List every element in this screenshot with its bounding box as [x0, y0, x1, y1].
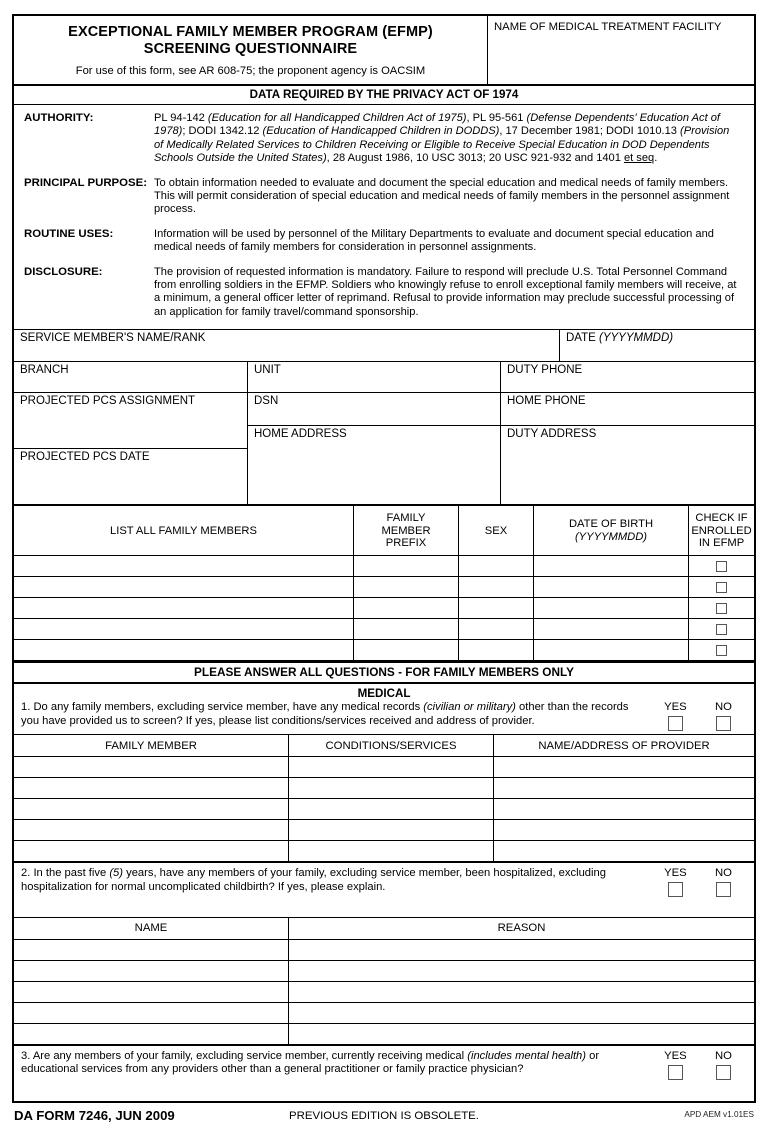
- privacy-text-routine-uses: Information will be used by personnel of the Military Departments to evaluate and document special education and medical needs of family members for consideration in personnel assignments.: [154, 227, 714, 254]
- q2-cell-name[interactable]: [14, 981, 289, 1002]
- question-2-yes-no-group: [650, 867, 754, 897]
- yes-label: YES: [664, 1049, 687, 1062]
- table-row[interactable]: [14, 960, 754, 981]
- form-footer: [12, 1108, 756, 1130]
- cell-family-member-prefix[interactable]: [354, 598, 459, 619]
- enrolled-checkbox[interactable]: [716, 603, 727, 614]
- no-label: NO: [714, 867, 732, 880]
- form-title-line2: SCREENING QUESTIONNAIRE: [143, 41, 358, 57]
- privacy-text-principal-purpose: To obtain information needed to evaluate and document the special education and medical needs of family members. This will permit consideration of special education and medical needs of family members in the personnel assignment process.: [154, 176, 730, 216]
- apd-version: APD AEM v1.01ES: [684, 1109, 754, 1119]
- date-label: DATE: [566, 332, 600, 345]
- cell-date-of-birth[interactable]: [534, 640, 689, 661]
- question-2-no[interactable]: [715, 867, 732, 897]
- q2-col-header-reason: REASON: [289, 918, 755, 940]
- duty-address-label: DUTY ADDRESS: [507, 428, 597, 441]
- duty-phone-field[interactable]: [501, 362, 754, 392]
- q1-col-header-conditions-services: CONDITIONS/SERVICES: [289, 735, 494, 757]
- q2-cell-name[interactable]: [14, 1023, 289, 1044]
- privacy-block-principal-purpose: [14, 177, 754, 217]
- dsn-field[interactable]: [248, 392, 500, 425]
- question-3-yes-no-group: [650, 1050, 754, 1080]
- enrolled-checkbox[interactable]: [716, 582, 727, 593]
- table-row[interactable]: [14, 778, 754, 799]
- q1-cell-provider[interactable]: [494, 778, 755, 799]
- table-row[interactable]: [14, 1023, 754, 1044]
- cell-sex[interactable]: [459, 556, 534, 577]
- q1-cell-family-member[interactable]: [14, 778, 289, 799]
- question-2-yes[interactable]: [664, 867, 687, 897]
- question-3-yes[interactable]: [664, 1050, 687, 1080]
- privacy-label-authority: AUTHORITY:: [24, 112, 94, 124]
- prefix-line1: FAMILY: [386, 512, 426, 525]
- table-row[interactable]: [14, 556, 754, 577]
- q1-col-header-family-member: FAMILY MEMBER: [14, 735, 289, 757]
- duty-address-field[interactable]: [501, 425, 754, 504]
- question-1-answer-table-wrap: [14, 734, 754, 862]
- q1-cell-conditions[interactable]: [289, 799, 494, 820]
- cell-enrolled-checkbox[interactable]: [689, 577, 755, 598]
- privacy-text-disclosure: The provision of requested information is mandatory. Failure to respond will preclude U.S. Total Personnel Command from enrolling soldiers in the EFMP. Soldiers who knowingly refuse to enroll exceptional family members will receive, at a minimum, a general officer letter of reprimand. Refusal to provide information may preclude successful processing of an application for family travel/command sponsorship.: [154, 265, 737, 318]
- home-phone-field[interactable]: [501, 392, 754, 425]
- q1-header-row: [14, 735, 754, 757]
- prefix-line2: MEMBER: [381, 524, 431, 537]
- privacy-label-disclosure: DISCLOSURE:: [24, 265, 103, 278]
- family-members-body: [14, 556, 754, 661]
- branch-label: BRANCH: [20, 364, 69, 377]
- q1-cell-family-member[interactable]: [14, 799, 289, 820]
- q1-cell-provider[interactable]: [494, 757, 755, 778]
- duty-phone-label: DUTY PHONE: [507, 364, 583, 377]
- q1-cell-provider[interactable]: [494, 799, 755, 820]
- privacy-block-authority: [14, 112, 754, 166]
- q2-cell-reason[interactable]: [289, 939, 755, 960]
- medical-facility-field[interactable]: [487, 16, 754, 84]
- cell-enrolled-checkbox[interactable]: [689, 619, 755, 640]
- pcs-date-label: PROJECTED PCS DATE: [20, 451, 150, 464]
- table-row[interactable]: [14, 799, 754, 820]
- table-row[interactable]: [14, 640, 754, 661]
- efmp-line1: CHECK IF: [695, 512, 748, 525]
- table-row[interactable]: [14, 577, 754, 598]
- question-1-yes[interactable]: [664, 701, 687, 731]
- cell-family-member-name[interactable]: [14, 598, 354, 619]
- cell-family-member-name[interactable]: [14, 619, 354, 640]
- cell-family-member-name[interactable]: [14, 577, 354, 598]
- table-row[interactable]: [14, 981, 754, 1002]
- cell-family-member-name[interactable]: [14, 640, 354, 661]
- privacy-block-routine-uses: [14, 228, 754, 255]
- unit-field[interactable]: [248, 362, 500, 392]
- q2-cell-name[interactable]: [14, 1002, 289, 1023]
- questions-section-banner: PLEASE ANSWER ALL QUESTIONS - FOR FAMILY MEMBERS ONLY: [14, 661, 754, 684]
- form-title-line1: EXCEPTIONAL FAMILY MEMBER PROGRAM (EFMP): [68, 24, 433, 40]
- form-number: DA FORM 7246, JUN 2009: [14, 1107, 175, 1123]
- form-header: [14, 16, 754, 84]
- cell-enrolled-checkbox[interactable]: [689, 598, 755, 619]
- dsn-label: DSN: [254, 395, 279, 408]
- table-row[interactable]: [14, 598, 754, 619]
- q2-col-header-name: NAME: [14, 918, 289, 940]
- q1-cell-family-member[interactable]: [14, 820, 289, 841]
- privacy-label-routine-uses: ROUTINE USES:: [24, 227, 114, 240]
- question-1-no[interactable]: [715, 701, 732, 731]
- question-1-block: [14, 701, 754, 734]
- table-row[interactable]: [14, 1002, 754, 1023]
- question-3-yes-checkbox[interactable]: [668, 1065, 683, 1080]
- family-members-header-row: [14, 506, 754, 556]
- question-2-no-checkbox[interactable]: [716, 882, 731, 897]
- service-member-middle-column: [247, 362, 500, 504]
- question-3-no-checkbox[interactable]: [716, 1065, 731, 1080]
- question-3-text: 3. Are any members of your family, excluding service member, currently receiving medical (includes mental health) or educational services from any providers other than a general practitioner or family practice physician?: [21, 1049, 600, 1076]
- question-2-answer-table: [14, 918, 754, 1045]
- branch-field[interactable]: [14, 362, 247, 392]
- q1-cell-family-member[interactable]: [14, 841, 289, 862]
- question-2-block: [14, 862, 754, 916]
- no-label: NO: [714, 701, 732, 714]
- unit-label: UNIT: [254, 364, 281, 377]
- service-member-name-label: SERVICE MEMBER'S NAME/RANK: [20, 332, 206, 345]
- q2-cell-reason[interactable]: [289, 960, 755, 981]
- q1-answer-body: [14, 757, 754, 862]
- cell-family-member-prefix[interactable]: [354, 577, 459, 598]
- question-1-yes-checkbox[interactable]: [668, 716, 683, 731]
- cell-date-of-birth[interactable]: [534, 619, 689, 640]
- table-row[interactable]: [14, 757, 754, 778]
- privacy-label-principal-purpose: PRINCIPAL PURPOSE:: [24, 176, 147, 189]
- enrolled-checkbox[interactable]: [716, 561, 727, 572]
- cell-date-of-birth[interactable]: [534, 598, 689, 619]
- family-members-section: [14, 504, 754, 661]
- service-member-row-2: [14, 361, 754, 504]
- q1-cell-provider[interactable]: [494, 820, 755, 841]
- q2-header-row: [14, 918, 754, 940]
- table-row[interactable]: [14, 820, 754, 841]
- service-member-right-column: [500, 362, 754, 504]
- question-3-no[interactable]: [715, 1050, 732, 1080]
- cell-date-of-birth[interactable]: [534, 556, 689, 577]
- question-2-yes-checkbox[interactable]: [668, 882, 683, 897]
- question-1-answer-table: [14, 735, 754, 862]
- q1-cell-conditions[interactable]: [289, 841, 494, 862]
- enrolled-checkbox[interactable]: [716, 624, 727, 635]
- q2-cell-reason[interactable]: [289, 981, 755, 1002]
- cell-sex[interactable]: [459, 598, 534, 619]
- cell-sex[interactable]: [459, 619, 534, 640]
- table-row[interactable]: [14, 939, 754, 960]
- q1-cell-conditions[interactable]: [289, 778, 494, 799]
- q2-cell-name[interactable]: [14, 939, 289, 960]
- date-format-hint: (YYYYMMDD): [599, 332, 674, 345]
- cell-enrolled-checkbox[interactable]: [689, 640, 755, 661]
- no-label: NO: [714, 1049, 732, 1062]
- dob-line1: DATE OF BIRTH: [568, 518, 654, 531]
- col-header-date-of-birth: [534, 506, 689, 556]
- q1-cell-provider[interactable]: [494, 841, 755, 862]
- q2-cell-reason[interactable]: [289, 1002, 755, 1023]
- form-body: [12, 14, 756, 1103]
- cell-date-of-birth[interactable]: [534, 577, 689, 598]
- form-title-block: [14, 16, 487, 84]
- efmp-line3: IN EFMP: [698, 537, 745, 550]
- service-member-left-column: [14, 362, 247, 504]
- privacy-act-body: [14, 105, 754, 329]
- pcs-assignment-label: PROJECTED PCS ASSIGNMENT: [20, 395, 196, 408]
- enrolled-checkbox[interactable]: [716, 645, 727, 656]
- cell-enrolled-checkbox[interactable]: [689, 556, 755, 577]
- question-2-text: 2. In the past five (5) years, have any members of your family, excluding service member, been hospitalized, excluding hospitalization for normal uncomplicated childbirth? If yes, please explain.: [21, 867, 606, 894]
- question-1-no-checkbox[interactable]: [716, 716, 731, 731]
- privacy-act-banner: DATA REQUIRED BY THE PRIVACY ACT OF 1974: [14, 84, 754, 105]
- q2-cell-reason[interactable]: [289, 1023, 755, 1044]
- service-member-name-field[interactable]: [14, 330, 559, 361]
- medical-facility-label: NAME OF MEDICAL TREATMENT FACILITY: [494, 21, 722, 33]
- home-address-field[interactable]: [248, 425, 500, 504]
- dob-line2: (YYYYMMDD): [574, 530, 648, 543]
- date-field[interactable]: [559, 330, 754, 361]
- q1-cell-conditions[interactable]: [289, 820, 494, 841]
- q1-cell-family-member[interactable]: [14, 757, 289, 778]
- cell-sex[interactable]: [459, 577, 534, 598]
- form-subtitle: For use of this form, see AR 608-75; the proponent agency is OACSIM: [75, 65, 426, 77]
- pcs-assignment-field[interactable]: [14, 392, 247, 448]
- family-members-table: [14, 506, 754, 661]
- table-row[interactable]: [14, 841, 754, 862]
- prefix-line3: PREFIX: [385, 537, 427, 550]
- question-3-block: [14, 1045, 754, 1101]
- q2-cell-name[interactable]: [14, 960, 289, 981]
- cell-sex[interactable]: [459, 640, 534, 661]
- col-header-check-enrolled-efmp: [689, 506, 755, 556]
- col-header-list-family-members: LIST ALL FAMILY MEMBERS: [14, 506, 354, 556]
- previous-edition-notice: PREVIOUS EDITION IS OBSOLETE.: [289, 1109, 479, 1122]
- question-1-text: 1. Do any family members, excluding service member, have any medical records (civilian or military) other than the records you have provided us to screen? If yes, please list conditions/services received and address of provider.: [21, 701, 629, 727]
- medical-heading: MEDICAL: [357, 687, 411, 701]
- service-member-row-1: [14, 329, 754, 361]
- question-2-answer-table-wrap: [14, 917, 754, 1045]
- table-row[interactable]: [14, 619, 754, 640]
- yes-label: YES: [664, 867, 687, 880]
- cell-family-member-name[interactable]: [14, 556, 354, 577]
- question-1-yes-no-group: [650, 701, 754, 731]
- efmp-line2: ENROLLED: [691, 524, 752, 537]
- home-address-label: HOME ADDRESS: [254, 428, 347, 441]
- yes-label: YES: [664, 701, 687, 714]
- col-header-sex: SEX: [459, 506, 534, 556]
- cell-family-member-prefix[interactable]: [354, 556, 459, 577]
- cell-family-member-prefix[interactable]: [354, 619, 459, 640]
- q2-answer-body: [14, 939, 754, 1044]
- privacy-text-authority: PL 94-142 (Education for all Handicapped Children Act of 1975), PL 95-561 (Defense Dependents' Education Act of 1978); DODI 1342.12 (Education of Handicapped Children in DODDS), 17 December 1981; DODI 1010.13 (Provision of Medically Related Services to Children Receiving or Eligible to Receive Special Education in DOD Dependents Schools Outside the United States), 28 August 1986, 10 USC 3013; 20 USC 921-932 and 1401 et seq.: [154, 112, 730, 165]
- q1-cell-conditions[interactable]: [289, 757, 494, 778]
- pcs-date-field[interactable]: [14, 448, 247, 504]
- cell-family-member-prefix[interactable]: [354, 640, 459, 661]
- q1-col-header-name-address-provider: NAME/ADDRESS OF PROVIDER: [494, 735, 755, 757]
- home-phone-label: HOME PHONE: [507, 395, 586, 408]
- col-header-family-member-prefix: [354, 506, 459, 556]
- privacy-block-disclosure: [14, 266, 754, 320]
